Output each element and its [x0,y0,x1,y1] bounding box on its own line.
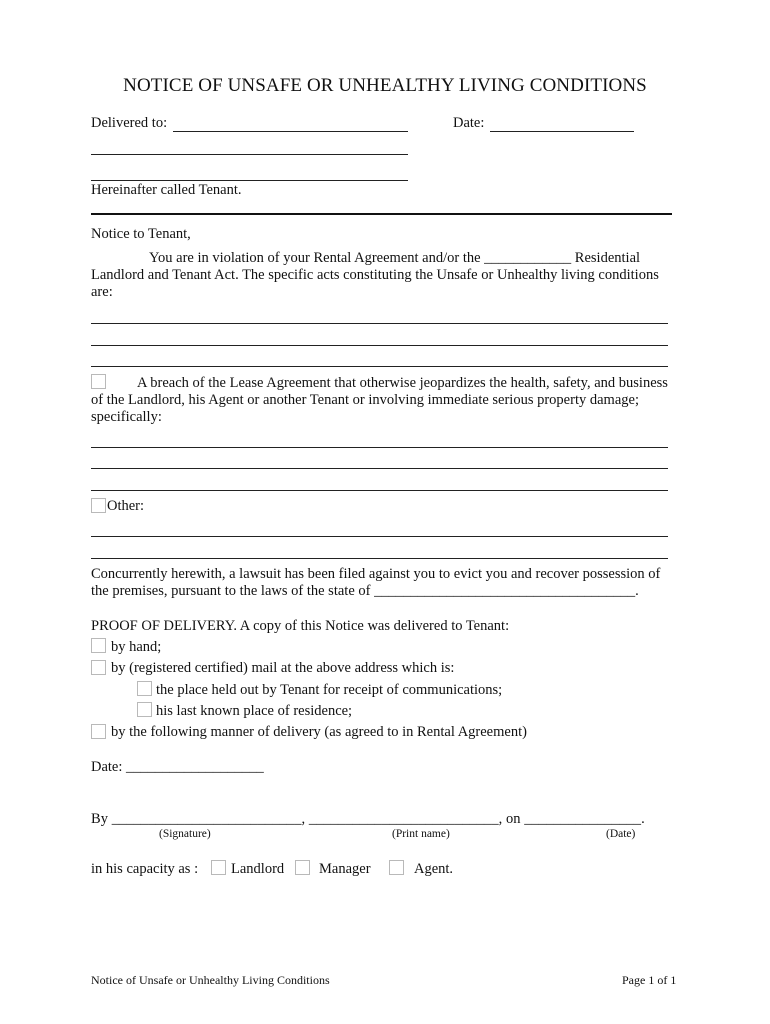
tenant-label: Hereinafter called Tenant. [91,182,242,198]
salutation: Notice to Tenant, [91,226,191,242]
date-line[interactable] [490,131,634,132]
page-number: Page 1 of 1 [622,973,677,987]
agent-label: Agent. [414,861,454,877]
proof-heading: PROOF OF DELIVERY. A copy of this Notice was delivered to Tenant: [91,618,510,634]
other-checkbox[interactable] [91,498,106,513]
by-mail-label: by (registered certified) mail at the above address which is: [111,660,455,676]
date-label: Date: [453,115,485,131]
by-hand-label: by hand; [111,639,162,655]
conditions-line-2[interactable] [91,345,668,346]
place-held-label: the place held out by Tenant for receipt of communications; [156,682,503,698]
breach-line-3[interactable] [91,490,668,491]
date-caption: (Date) [606,828,636,840]
conditions-line-3[interactable] [91,366,668,367]
delivered-to-line[interactable] [173,131,408,132]
manager-checkbox[interactable] [295,860,310,875]
other-line-1[interactable] [91,536,668,537]
other-label: Other: [107,498,145,514]
breach-text: A breach of the Lease Agreement that otherwise jeopardizes the health, safety, and business of the Landlord, his Agent or another Tenant or involving immediate serious property damage; specifically: [91,375,668,425]
conditions-line-1[interactable] [91,323,668,324]
capacity-label: in his capacity as : [91,861,199,877]
signature-caption: (Signature) [159,828,211,840]
by-mail-checkbox[interactable] [91,660,106,675]
footer-title: Notice of Unsafe or Unhealthy Living Conditions [91,973,330,987]
by-hand-checkbox[interactable] [91,638,106,653]
landlord-label: Landlord [231,861,285,877]
lawsuit-paragraph: Concurrently herewith, a lawsuit has been filed against you to evict you and recover possession of the premises, pursuant to the laws of the state of ____________________________________. [91,566,661,599]
breach-line-1[interactable] [91,447,668,448]
signature-line: By __________________________, __________________________, on ________________. [91,811,645,827]
breach-line-2[interactable] [91,468,668,469]
breach-paragraph [91,375,671,426]
header-divider [91,213,672,215]
place-held-checkbox[interactable] [137,681,152,696]
violation-text: You are in violation of your Rental Agreement and/or the ____________ Residential Landlord and Tenant Act. The specific acts constituting the Unsafe or Unhealthy living conditions are: [91,250,659,300]
delivered-to-label: Delivered to: [91,115,168,131]
address-line-1[interactable] [91,154,408,155]
document-title: NOTICE OF UNSAFE OR UNHEALTHY LIVING CONDITIONS [123,75,647,96]
manager-label: Manager [319,861,371,877]
other-line-2[interactable] [91,558,668,559]
agent-checkbox[interactable] [389,860,404,875]
last-known-checkbox[interactable] [137,702,152,717]
address-line-2[interactable] [91,180,408,181]
violation-paragraph [91,250,671,301]
print-name-caption: (Print name) [392,828,450,840]
proof-date: Date: ___________________ [91,759,264,775]
last-known-label: his last known place of residence; [156,703,353,719]
other-manner-checkbox[interactable] [91,724,106,739]
other-manner-label: by the following manner of delivery (as agreed to in Rental Agreement) [111,724,527,740]
landlord-checkbox[interactable] [211,860,226,875]
